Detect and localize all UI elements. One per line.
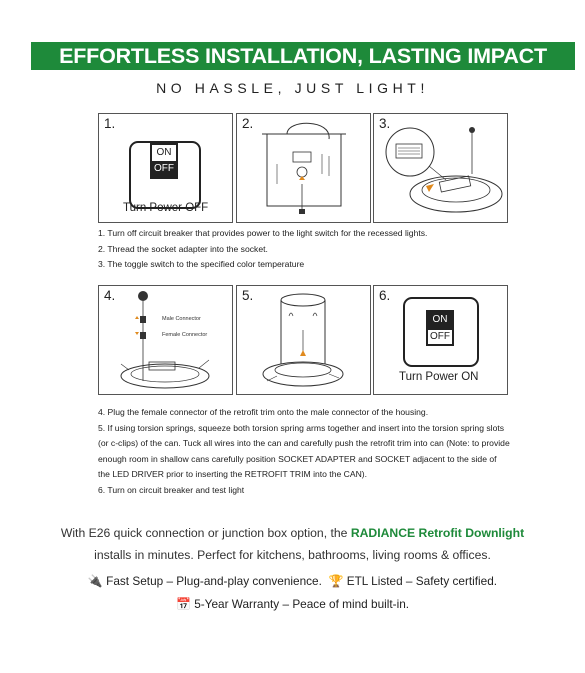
feature-row-1 <box>0 574 585 588</box>
feature-text: 5-Year Warranty – Peace of mind built-in. <box>194 597 410 611</box>
brand-name: RADIANCE Retrofit Downlight <box>350 526 525 540</box>
page-subtitle: NO HASSLE, JUST LIGHT! <box>156 80 429 96</box>
step-panel-6 <box>373 285 508 395</box>
plug-icon: 🔌 <box>87 574 103 588</box>
step-panel-3 <box>373 113 508 223</box>
feature-text: ETL Listed – Safety certified. <box>346 574 498 588</box>
instruction-step: 6. Turn on circuit breaker and test light <box>98 484 245 495</box>
feature-text: Fast Setup – Plug-and-play convenience. <box>106 574 322 588</box>
instruction-list-a <box>98 226 498 273</box>
instruction-step: 4. Plug the female connector of the retrofit trim onto the male connector of the housing. <box>98 407 429 417</box>
panel-number: 2. <box>242 116 254 131</box>
color-toggle-illustration <box>374 114 507 222</box>
switch-off-label: OFF <box>152 161 176 177</box>
install-trim-illustration <box>237 286 370 394</box>
intro-text: installs in minutes. Perfect for kitchens, bathrooms, living rooms & offices. <box>94 548 491 562</box>
panel-number: 1. <box>104 116 116 131</box>
step-panel-1 <box>98 113 233 223</box>
product-intro <box>0 522 585 566</box>
instruction-step: 1. Turn off circuit breaker that provides power to the light switch for the recessed lights. <box>98 228 428 238</box>
feature-row-2 <box>0 597 585 611</box>
panel-number: 6. <box>379 288 391 303</box>
step-panel-2 <box>236 113 371 223</box>
instruction-step: 3. The toggle switch to the specified color temperature <box>98 259 305 270</box>
trophy-icon: 🏆 <box>328 574 344 588</box>
instruction-step: 5. If using torsion springs, squeeze both torsion spring arms together and insert into the torsion spring slots (or c-clips) of the can. Tuck all wires into the can and carefully push the retrofit trim into can (Note: to provide enough room in shallow cans carefully position SOCKET ADAPTER and SOCKET adjacent to the side of the LED DRIVER prior to inserting the RETROFIT TRIM into the CAN). <box>98 422 510 480</box>
female-connector-label: Female Connector <box>162 332 208 338</box>
intro-text: With E26 quick connection or junction box option, the <box>60 526 351 540</box>
connector-illustration <box>99 286 232 394</box>
switch-on-label: ON <box>428 312 452 328</box>
panel-caption: Turn Power OFF <box>123 202 209 214</box>
switch-on-label: ON <box>152 145 176 161</box>
light-switch-off-icon <box>150 143 178 179</box>
instruction-step: 2. Thread the socket adapter into the socket. <box>98 243 268 254</box>
light-switch-on-icon <box>426 310 454 346</box>
panel-number: 5. <box>242 288 254 303</box>
panel-caption: Turn Power ON <box>399 371 479 383</box>
switch-off-label: OFF <box>428 328 452 344</box>
page-title-banner: EFFORTLESS INSTALLATION, LASTING IMPACT <box>31 42 575 70</box>
step-panel-5 <box>236 285 371 395</box>
calendar-icon: 📅 <box>175 597 191 611</box>
panel-number: 4. <box>104 288 116 303</box>
socket-adapter-illustration <box>237 114 370 222</box>
step-panel-4 <box>98 285 233 395</box>
male-connector-label: Male Connector <box>162 316 201 322</box>
panel-number: 3. <box>379 116 391 131</box>
instruction-list-b <box>98 405 510 499</box>
